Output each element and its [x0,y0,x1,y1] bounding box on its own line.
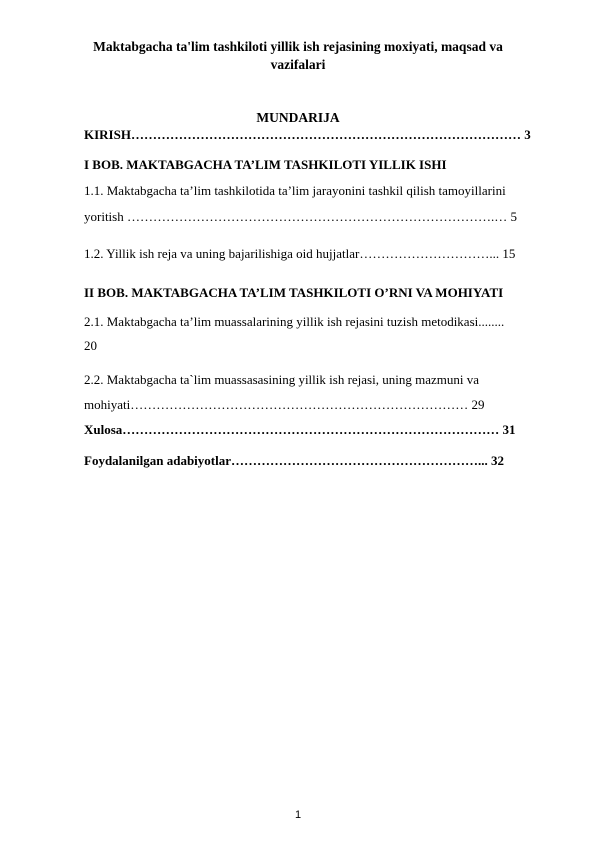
page-number: 1 [294,809,302,821]
toc-item-2-2-line2: mohiyati…………………………………………………………………… 29 [84,397,485,412]
toc-item-1-1-line1: 1.1. Maktabgacha ta’lim tashkilotida ta’lim jarayonini tashkil qilish tamoyillarini [84,183,506,198]
contents-heading: MUNDARIJA [256,110,340,125]
toc-chapter-1: I BOB. MAKTABGACHA TA’LIM TASHKILOTI YILLIK ISHI [84,157,447,172]
toc-intro: KIRISH……………………………………………………………………………… 3 [84,127,531,142]
toc-item-2-2-line1: 2.2. Maktabgacha ta`lim muassasasining yillik ish rejasi, uning mazmuni va [84,372,479,387]
toc-item-1-1-line2: yoritish ………………………………………………………………………….… 5 [84,209,517,224]
toc-item-1-2: 1.2. Yillik ish reja va uning bajarilishiga oid hujjatlar…………………………... 15 [84,246,516,261]
toc-item-2-1-line1: 2.1. Maktabgacha ta’lim muassalarining yillik ish rejasini tuzish metodikasi........ [84,314,505,329]
toc-item-2-1-line2: 20 [84,338,97,353]
toc-references: Foydalanilgan adabiyotlar…………………………………………………... 32 [84,453,504,468]
toc-conclusion: Xulosa…………………………………………………………………………… 31 [84,422,516,437]
document-title: Maktabgacha ta'lim tashkiloti yillik ish rejasining moxiyati, maqsad va vazifalari [93,39,503,72]
toc-chapter-2: II BOB. MAKTABGACHA TA’LIM TASHKILOTI O’RNI VA MOHIYATI [84,285,504,300]
